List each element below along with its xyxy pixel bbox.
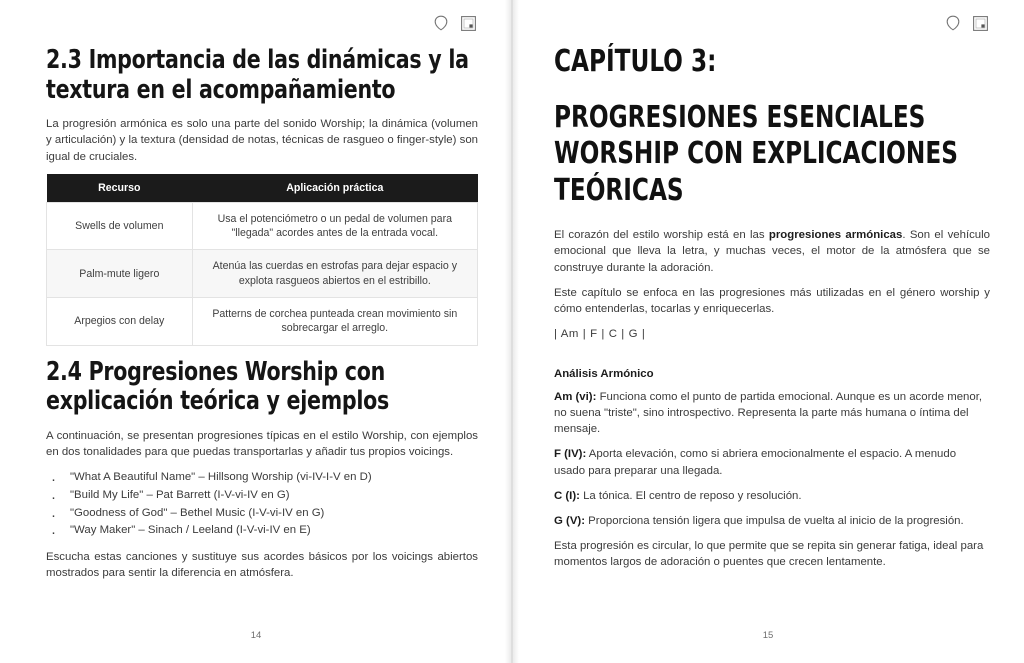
analysis-item (554, 513, 990, 529)
spread-gutter (505, 0, 519, 663)
analysis-term: G (V): (554, 514, 586, 527)
table-cell-recurso: Swells de volumen (47, 202, 193, 250)
table-cell-aplicacion: Patterns de corchea punteada crean movimiento sin sobrecargar el arreglo. (192, 298, 477, 346)
chapter-intro-paragraph-1 (554, 227, 990, 276)
analysis-item (554, 389, 990, 438)
list-item: · "Goodness of God" – Bethel Music (I-V-vi-IV en G) (46, 505, 478, 523)
analysis-term: F (IV): (554, 448, 587, 461)
analysis-text: La tónica. El centro de reposo y resolución. (579, 489, 802, 502)
chapter-title: PROGRESIONES ESENCIALES WORSHIP CON EXPLICACIONES TEÓRICAS (554, 99, 958, 208)
analysis-text: Aporta elevación, como si abriera emocionalmente el espacio. A menudo usado para preparar una llegada. (554, 448, 957, 477)
bookmark-pick-icon[interactable] (943, 14, 962, 33)
table-header-row (47, 174, 478, 203)
table-row (47, 202, 478, 250)
analysis-item (554, 446, 990, 478)
section-2-3-intro: La progresión armónica es solo una parte del sonido Worship; la dinámica (volumen y articulación) y la textura (densidad de notas, técnicas de rasgueo o finger-style) son igual de cruciales. (46, 118, 478, 163)
song-examples-list (46, 469, 478, 540)
list-item: · "Build My Life" – Pat Barrett (I-V-vi-IV en G) (46, 487, 478, 505)
intro-text-after: . Son el vehículo emocional que lleva la letra, y muchas veces, el motor de la atmósfera que se construye durante la adoración. (554, 229, 990, 274)
fit-page-icon[interactable] (459, 14, 478, 33)
table-header-aplicacion: Aplicación práctica (192, 174, 477, 203)
intro-text-emphasis: progresiones armónicas (768, 229, 903, 242)
analysis-term: Am (vi): (554, 390, 597, 403)
chord-progression-line: | Am | F | C | G | (554, 328, 646, 341)
right-page (512, 0, 1024, 663)
table-row (47, 298, 478, 346)
bookmark-pick-icon[interactable] (431, 14, 450, 33)
right-page-toolbar (554, 12, 990, 34)
section-2-4-intro: A continuación, se presentan progresiones típicas en el estilo Worship, con ejemplos en dos tonalidades para que puedas transportarlas y añadir tus propios voicings. (46, 429, 478, 459)
table-header-recurso: Recurso (47, 174, 193, 203)
table-cell-recurso: Palm-mute ligero (47, 250, 193, 298)
analysis-item (554, 488, 990, 504)
analysis-term: C (I): (554, 489, 580, 502)
list-item: · "Way Maker" – Sinach / Leeland (I-V-vi-IV en E) (46, 522, 478, 540)
section-2-3-heading: 2.3 Importancia de las dinámicas y la textura en el acompañamiento (46, 45, 469, 105)
section-2-4-outro: Escucha estas canciones y sustituye sus acordes básicos por los voicings abiertos mostrados para sentir la diferencia en atmósfera. (46, 550, 478, 580)
chapter-label: CAPÍTULO 3: (554, 44, 717, 79)
section-2-4-heading: 2.4 Progresiones Worship con explicación teórica y ejemplos (46, 356, 390, 417)
list-item: · "What A Beautiful Name" – Hillsong Worship (vi-IV-I-V en D) (46, 469, 478, 487)
left-page-number: 14 (250, 630, 262, 641)
table-cell-aplicacion: Usa el potenciómetro o un pedal de volumen para "llegada" acordes antes de la entrada vocal. (192, 202, 477, 250)
table-cell-aplicacion: Atenúa las cuerdas en estrofas para dejar espacio y explota rasgueos abiertos en el estribillo. (192, 250, 477, 298)
fit-page-icon[interactable] (971, 14, 990, 33)
chapter-intro-paragraph-2: Este capítulo se enfoca en las progresiones más utilizadas en el género worship y cómo entenderlas, tocarlas y enriquecerlas. (554, 286, 990, 316)
analysis-closing: Esta progresión es circular, lo que permite que se repita sin generar fatiga, ideal para momentos largos de adoración o puentes que crecen lentamente. (554, 540, 984, 569)
intro-text-before: El corazón del estilo worship está en las (554, 229, 769, 242)
analysis-text: Proporciona tensión ligera que impulsa de vuelta al inicio de la progresión. (585, 514, 964, 527)
table-cell-recurso: Arpegios con delay (47, 298, 193, 346)
analysis-heading: Análisis Armónico (554, 367, 654, 380)
right-page-number: 15 (762, 630, 774, 641)
table-row (47, 250, 478, 298)
analysis-text: Funciona como el punto de partida emocional. Aunque es un acorde menor, no suena "triste", sino introspectivo. Representa la parte más humana o íntima del mensaje. (554, 390, 983, 436)
resources-table (46, 174, 478, 346)
left-page-toolbar (46, 12, 478, 34)
